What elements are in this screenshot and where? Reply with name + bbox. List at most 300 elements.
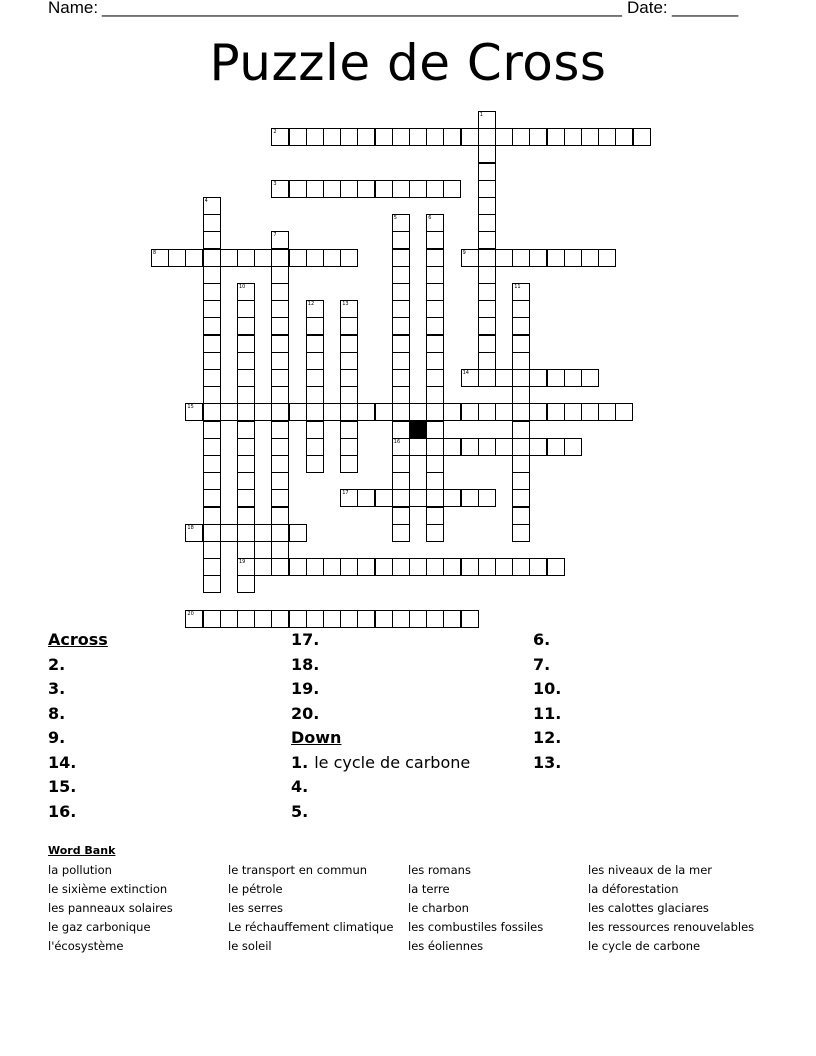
- crossword-cell[interactable]: [203, 249, 221, 267]
- crossword-cell[interactable]: [564, 249, 582, 267]
- crossword-cell[interactable]: [392, 300, 410, 318]
- cell-number: 16: [393, 438, 401, 445]
- crossword-cell[interactable]: [306, 300, 324, 318]
- crossword-cell[interactable]: [478, 558, 496, 576]
- crossword-cell[interactable]: [271, 128, 289, 146]
- crossword-cell[interactable]: [271, 335, 289, 353]
- crossword-cell[interactable]: [237, 438, 255, 456]
- crossword-cell[interactable]: [495, 558, 513, 576]
- crossword-cell[interactable]: [375, 128, 393, 146]
- crossword-cell[interactable]: [220, 610, 238, 628]
- word-bank-item: le cycle de carbone: [588, 939, 701, 953]
- crossword-cell[interactable]: [254, 403, 272, 421]
- crossword-cell[interactable]: [478, 128, 496, 146]
- crossword-cell[interactable]: [409, 128, 427, 146]
- word-bank-title: Word Bank: [48, 844, 116, 857]
- crossword-cell[interactable]: [289, 403, 307, 421]
- crossword-cell[interactable]: [512, 386, 530, 404]
- crossword-cell[interactable]: [203, 541, 221, 559]
- crossword-cell[interactable]: [392, 421, 410, 439]
- crossword-cell[interactable]: [203, 300, 221, 318]
- crossword-cell[interactable]: [512, 128, 530, 146]
- crossword-cell[interactable]: [271, 489, 289, 507]
- crossword-cell[interactable]: [581, 249, 599, 267]
- crossword-cell[interactable]: [512, 352, 530, 370]
- crossword-cell[interactable]: [271, 558, 289, 576]
- crossword-cell[interactable]: [512, 403, 530, 421]
- crossword-cell[interactable]: [392, 438, 410, 456]
- crossword-cell[interactable]: [615, 403, 633, 421]
- clue-item: [533, 726, 763, 751]
- crossword-cell[interactable]: [237, 369, 255, 387]
- crossword-cell[interactable]: [323, 610, 341, 628]
- crossword-cell[interactable]: [426, 403, 444, 421]
- crossword-cell[interactable]: [271, 455, 289, 473]
- crossword-cell[interactable]: [237, 283, 255, 301]
- crossword-cell[interactable]: [375, 180, 393, 198]
- crossword-cell[interactable]: [426, 489, 444, 507]
- crossword-cell[interactable]: [478, 231, 496, 249]
- crossword-cell[interactable]: [203, 421, 221, 439]
- crossword-cell[interactable]: [461, 403, 479, 421]
- crossword-cell[interactable]: [426, 283, 444, 301]
- crossword-cell[interactable]: [512, 317, 530, 335]
- crossword-cell[interactable]: [203, 335, 221, 353]
- crossword-cell[interactable]: [392, 472, 410, 490]
- crossword-cell[interactable]: [461, 128, 479, 146]
- crossword-cell[interactable]: [323, 180, 341, 198]
- crossword-cell[interactable]: [340, 489, 358, 507]
- crossword-cell[interactable]: [289, 128, 307, 146]
- crossword-cell[interactable]: [237, 455, 255, 473]
- crossword-cell[interactable]: [306, 386, 324, 404]
- crossword-cell[interactable]: [203, 558, 221, 576]
- crossword-cell[interactable]: [581, 369, 599, 387]
- crossword-cell[interactable]: [271, 317, 289, 335]
- crossword-cell[interactable]: [392, 489, 410, 507]
- crossword-cell[interactable]: [426, 300, 444, 318]
- word-bank-column-4: [588, 862, 754, 957]
- crossword-cell[interactable]: [392, 558, 410, 576]
- crossword-cell[interactable]: [478, 249, 496, 267]
- crossword-cell[interactable]: [564, 438, 582, 456]
- crossword-cell[interactable]: [203, 489, 221, 507]
- crossword-cell[interactable]: [185, 610, 203, 628]
- crossword-cell[interactable]: [426, 231, 444, 249]
- crossword-cell[interactable]: [237, 610, 255, 628]
- date-label: Date:: [627, 0, 668, 17]
- crossword-cell[interactable]: [478, 197, 496, 215]
- crossword-cell[interactable]: [426, 335, 444, 353]
- crossword-cell[interactable]: [340, 455, 358, 473]
- crossword-cell[interactable]: [547, 403, 565, 421]
- crossword-cell[interactable]: [392, 180, 410, 198]
- crossword-cell[interactable]: [357, 610, 375, 628]
- crossword-cell[interactable]: [271, 524, 289, 542]
- crossword-cell[interactable]: [512, 283, 530, 301]
- crossword-cell[interactable]: [443, 558, 461, 576]
- crossword-cell[interactable]: [151, 249, 169, 267]
- crossword-cell[interactable]: [392, 455, 410, 473]
- crossword-cell[interactable]: [271, 300, 289, 318]
- crossword-cell[interactable]: [306, 128, 324, 146]
- crossword-cell[interactable]: [409, 489, 427, 507]
- crossword-cell[interactable]: [357, 128, 375, 146]
- crossword-cell[interactable]: [340, 335, 358, 353]
- crossword-cell[interactable]: [512, 472, 530, 490]
- crossword-cell[interactable]: [426, 558, 444, 576]
- crossword-cell[interactable]: [203, 438, 221, 456]
- crossword-cell[interactable]: [426, 421, 444, 439]
- crossword-cell[interactable]: [237, 472, 255, 490]
- word-bank-item: les combustiles fossiles: [408, 920, 544, 934]
- crossword-cell[interactable]: [409, 403, 427, 421]
- crossword-cell[interactable]: [478, 283, 496, 301]
- crossword-cell[interactable]: [203, 610, 221, 628]
- crossword-cell[interactable]: [340, 421, 358, 439]
- clue-number: 8.: [48, 703, 66, 723]
- crossword-cell[interactable]: [306, 403, 324, 421]
- crossword-cell[interactable]: [254, 558, 272, 576]
- crossword-cell[interactable]: [306, 438, 324, 456]
- word-bank-item: l'écosystème: [48, 939, 124, 953]
- crossword-cell[interactable]: [392, 369, 410, 387]
- crossword-cell[interactable]: [323, 403, 341, 421]
- crossword-cell[interactable]: [478, 369, 496, 387]
- crossword-cell[interactable]: [392, 352, 410, 370]
- crossword-cell[interactable]: [237, 575, 255, 593]
- crossword-cell[interactable]: [426, 180, 444, 198]
- crossword-cell[interactable]: [547, 369, 565, 387]
- crossword-cell[interactable]: [357, 403, 375, 421]
- crossword-cell[interactable]: [461, 369, 479, 387]
- crossword-cell[interactable]: [168, 249, 186, 267]
- crossword-cell[interactable]: [203, 197, 221, 215]
- crossword-cell[interactable]: [426, 369, 444, 387]
- crossword-cell[interactable]: [426, 266, 444, 284]
- crossword-cell[interactable]: [340, 403, 358, 421]
- crossword-cell[interactable]: [512, 438, 530, 456]
- crossword-cell[interactable]: [220, 249, 238, 267]
- crossword-cell[interactable]: [271, 231, 289, 249]
- crossword-cell[interactable]: [271, 266, 289, 284]
- crossword-cell[interactable]: [581, 128, 599, 146]
- crossword-cell[interactable]: [323, 128, 341, 146]
- crossword-cell[interactable]: [478, 214, 496, 232]
- crossword-cell[interactable]: [478, 266, 496, 284]
- crossword-cell[interactable]: [426, 386, 444, 404]
- crossword-cell[interactable]: [254, 249, 272, 267]
- crossword-cell[interactable]: [392, 249, 410, 267]
- crossword-cell[interactable]: [271, 386, 289, 404]
- crossword-cell[interactable]: [478, 403, 496, 421]
- crossword-cell[interactable]: [203, 455, 221, 473]
- crossword-cell[interactable]: [478, 180, 496, 198]
- crossword-cell[interactable]: [409, 558, 427, 576]
- crossword-cell[interactable]: [306, 335, 324, 353]
- crossword-cell[interactable]: [392, 403, 410, 421]
- crossword-cell[interactable]: [271, 541, 289, 559]
- crossword-cell[interactable]: [375, 403, 393, 421]
- crossword-cell[interactable]: [306, 317, 324, 335]
- crossword-cell[interactable]: [340, 317, 358, 335]
- crossword-cell[interactable]: [375, 489, 393, 507]
- crossword-cell[interactable]: [237, 541, 255, 559]
- crossword-cell[interactable]: [237, 386, 255, 404]
- crossword-cell[interactable]: [323, 558, 341, 576]
- crossword-cell[interactable]: [340, 386, 358, 404]
- crossword-cell[interactable]: [529, 403, 547, 421]
- crossword-cell[interactable]: [306, 249, 324, 267]
- crossword-cell[interactable]: [203, 369, 221, 387]
- crossword-cell[interactable]: [598, 403, 616, 421]
- crossword-cell[interactable]: [203, 352, 221, 370]
- crossword-cell[interactable]: [237, 317, 255, 335]
- crossword-cell[interactable]: [495, 369, 513, 387]
- crossword-cell[interactable]: [375, 558, 393, 576]
- crossword-cell[interactable]: [271, 507, 289, 525]
- crossword-cell[interactable]: [203, 472, 221, 490]
- crossword-cell[interactable]: [392, 386, 410, 404]
- crossword-cell[interactable]: [512, 369, 530, 387]
- crossword-cell[interactable]: [237, 403, 255, 421]
- crossword-cell[interactable]: [203, 317, 221, 335]
- crossword-cell[interactable]: [461, 249, 479, 267]
- crossword-cell[interactable]: [289, 558, 307, 576]
- crossword-cell[interactable]: [409, 610, 427, 628]
- crossword-cell[interactable]: [392, 335, 410, 353]
- crossword-cell[interactable]: [340, 369, 358, 387]
- crossword-cell[interactable]: [443, 438, 461, 456]
- crossword-cell[interactable]: [306, 421, 324, 439]
- crossword-cell[interactable]: [564, 403, 582, 421]
- crossword-cell[interactable]: [426, 507, 444, 525]
- crossword-cell[interactable]: [271, 421, 289, 439]
- crossword-cell[interactable]: [392, 128, 410, 146]
- crossword-cell[interactable]: [306, 558, 324, 576]
- crossword-cell[interactable]: [203, 575, 221, 593]
- crossword-cell[interactable]: [237, 421, 255, 439]
- crossword-cell[interactable]: [478, 317, 496, 335]
- crossword-cell[interactable]: [426, 214, 444, 232]
- crossword-cell[interactable]: [357, 489, 375, 507]
- crossword-cell[interactable]: [426, 524, 444, 542]
- crossword-cell[interactable]: [203, 524, 221, 542]
- crossword-cell[interactable]: [203, 386, 221, 404]
- crossword-cell[interactable]: [357, 558, 375, 576]
- crossword-cell[interactable]: [237, 300, 255, 318]
- crossword-cell[interactable]: [323, 249, 341, 267]
- crossword-cell[interactable]: [271, 369, 289, 387]
- crossword-cell[interactable]: [357, 180, 375, 198]
- crossword-cell[interactable]: [306, 455, 324, 473]
- crossword-cell[interactable]: [443, 610, 461, 628]
- crossword-cell[interactable]: [220, 524, 238, 542]
- crossword-cell[interactable]: [392, 231, 410, 249]
- crossword-cell[interactable]: [185, 249, 203, 267]
- clue-column-3: [533, 628, 763, 775]
- crossword-cell[interactable]: [615, 128, 633, 146]
- clue-item: [48, 726, 278, 751]
- clue-item: [48, 775, 278, 800]
- crossword-cell[interactable]: [289, 610, 307, 628]
- crossword-cell[interactable]: [478, 300, 496, 318]
- crossword-cell[interactable]: [271, 472, 289, 490]
- crossword-cell[interactable]: [289, 249, 307, 267]
- crossword-cell[interactable]: [340, 438, 358, 456]
- crossword-cell[interactable]: [426, 317, 444, 335]
- crossword-cell[interactable]: [461, 438, 479, 456]
- clue-item: [48, 800, 278, 825]
- crossword-cell[interactable]: [203, 403, 221, 421]
- crossword-cell[interactable]: [289, 180, 307, 198]
- crossword-cell[interactable]: [443, 403, 461, 421]
- crossword-cell[interactable]: [340, 249, 358, 267]
- crossword-cell[interactable]: [512, 558, 530, 576]
- crossword-cell[interactable]: [237, 507, 255, 525]
- crossword-cell[interactable]: [185, 403, 203, 421]
- crossword-cell[interactable]: [289, 524, 307, 542]
- crossword-cell[interactable]: [495, 249, 513, 267]
- crossword-cell[interactable]: [581, 403, 599, 421]
- crossword-cell[interactable]: [443, 489, 461, 507]
- crossword-cell[interactable]: [529, 558, 547, 576]
- crossword-cell[interactable]: [271, 438, 289, 456]
- crossword-cell[interactable]: [426, 249, 444, 267]
- date-blank[interactable]: _______: [672, 0, 739, 17]
- crossword-cell[interactable]: [426, 438, 444, 456]
- crossword-cell[interactable]: [237, 249, 255, 267]
- crossword-cell[interactable]: [478, 489, 496, 507]
- crossword-cell[interactable]: [529, 128, 547, 146]
- crossword-cell[interactable]: [426, 352, 444, 370]
- crossword-cell[interactable]: [271, 403, 289, 421]
- crossword-cell[interactable]: [237, 558, 255, 576]
- name-blank[interactable]: _______________________________________________________: [102, 0, 623, 17]
- crossword-cell[interactable]: [547, 249, 565, 267]
- crossword-cell[interactable]: [237, 489, 255, 507]
- crossword-cell[interactable]: [203, 283, 221, 301]
- crossword-cell[interactable]: [409, 438, 427, 456]
- crossword-cell[interactable]: [306, 180, 324, 198]
- crossword-cell[interactable]: [185, 524, 203, 542]
- crossword-cell[interactable]: [512, 335, 530, 353]
- crossword-cell[interactable]: [271, 180, 289, 198]
- crossword-cell[interactable]: [271, 249, 289, 267]
- crossword-cell[interactable]: [392, 507, 410, 525]
- crossword-cell[interactable]: [478, 111, 496, 129]
- crossword-cell[interactable]: [547, 438, 565, 456]
- crossword-cell[interactable]: [340, 352, 358, 370]
- crossword-cell[interactable]: [529, 249, 547, 267]
- crossword-cell[interactable]: [237, 524, 255, 542]
- crossword-cell[interactable]: [392, 524, 410, 542]
- crossword-cell[interactable]: [512, 249, 530, 267]
- crossword-cell[interactable]: [512, 300, 530, 318]
- crossword-cell[interactable]: [392, 610, 410, 628]
- crossword-cell[interactable]: [495, 128, 513, 146]
- crossword-cell[interactable]: [392, 214, 410, 232]
- crossword-cell[interactable]: [392, 317, 410, 335]
- black-square: [409, 421, 427, 439]
- word-bank-item: les serres: [228, 901, 284, 915]
- crossword-cell[interactable]: [426, 472, 444, 490]
- crossword-cell[interactable]: [237, 335, 255, 353]
- crossword-cell[interactable]: [203, 214, 221, 232]
- crossword-cell[interactable]: [495, 438, 513, 456]
- crossword-cell[interactable]: [340, 558, 358, 576]
- cell-number: 8: [153, 249, 157, 256]
- crossword-cell[interactable]: [598, 128, 616, 146]
- crossword-cell[interactable]: [392, 283, 410, 301]
- crossword-cell[interactable]: [495, 403, 513, 421]
- crossword-cell[interactable]: [340, 300, 358, 318]
- crossword-cell[interactable]: [375, 610, 393, 628]
- crossword-cell[interactable]: [392, 266, 410, 284]
- crossword-cell[interactable]: [409, 180, 427, 198]
- crossword-cell[interactable]: [564, 369, 582, 387]
- crossword-cell[interactable]: [529, 438, 547, 456]
- crossword-cell[interactable]: [203, 266, 221, 284]
- crossword-cell[interactable]: [598, 249, 616, 267]
- crossword-cell[interactable]: [306, 610, 324, 628]
- crossword-cell[interactable]: [426, 128, 444, 146]
- crossword-cell[interactable]: [478, 352, 496, 370]
- clue-item: [533, 628, 763, 653]
- word-bank-item: les éoliennes: [408, 939, 484, 953]
- crossword-cell[interactable]: [512, 455, 530, 473]
- crossword-cell[interactable]: [461, 610, 479, 628]
- crossword-cell[interactable]: [271, 610, 289, 628]
- crossword-cell[interactable]: [340, 128, 358, 146]
- crossword-cell[interactable]: [220, 403, 238, 421]
- crossword-cell[interactable]: [340, 180, 358, 198]
- crossword-cell[interactable]: [306, 369, 324, 387]
- word-bank-item: le soleil: [228, 939, 272, 953]
- crossword-cell[interactable]: [340, 610, 358, 628]
- crossword-cell[interactable]: [547, 128, 565, 146]
- crossword-cell[interactable]: [443, 180, 461, 198]
- crossword-cell[interactable]: [271, 352, 289, 370]
- crossword-cell[interactable]: [478, 145, 496, 163]
- crossword-cell[interactable]: [547, 558, 565, 576]
- crossword-cell[interactable]: [461, 489, 479, 507]
- crossword-cell[interactable]: [203, 507, 221, 525]
- crossword-cell[interactable]: [426, 610, 444, 628]
- crossword-cell[interactable]: [529, 369, 547, 387]
- crossword-cell[interactable]: [478, 163, 496, 181]
- crossword-cell[interactable]: [203, 231, 221, 249]
- crossword-cell[interactable]: [512, 489, 530, 507]
- crossword-cell[interactable]: [254, 610, 272, 628]
- crossword-cell[interactable]: [461, 558, 479, 576]
- crossword-cell[interactable]: [512, 421, 530, 439]
- crossword-cell[interactable]: [633, 128, 651, 146]
- crossword-cell[interactable]: [512, 524, 530, 542]
- crossword-cell[interactable]: [237, 352, 255, 370]
- crossword-cell[interactable]: [426, 455, 444, 473]
- clue-number: 16.: [48, 801, 77, 821]
- crossword-cell[interactable]: [443, 128, 461, 146]
- crossword-cell[interactable]: [254, 524, 272, 542]
- crossword-cell[interactable]: [478, 335, 496, 353]
- crossword-cell[interactable]: [564, 128, 582, 146]
- clue-heading: [48, 628, 278, 653]
- crossword-cell[interactable]: [306, 352, 324, 370]
- crossword-cell[interactable]: [271, 283, 289, 301]
- crossword-cell[interactable]: [478, 438, 496, 456]
- crossword-cell[interactable]: [512, 507, 530, 525]
